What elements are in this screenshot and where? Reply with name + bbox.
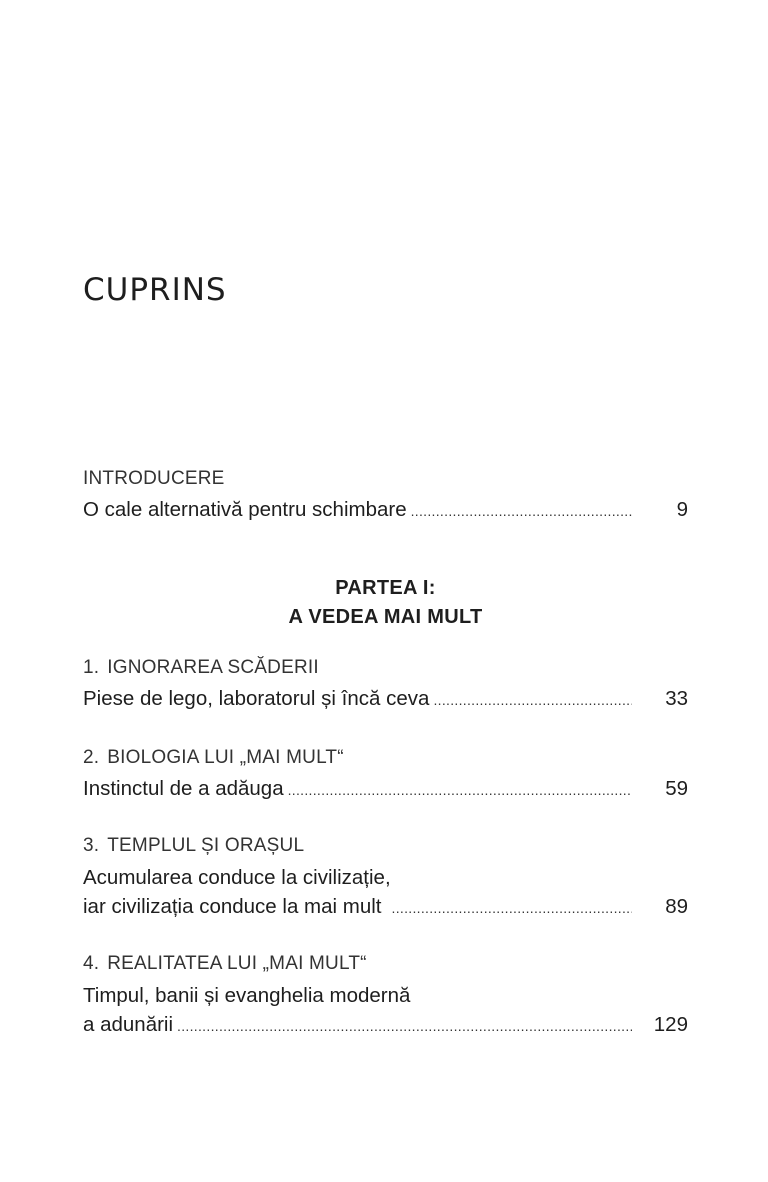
dot-leader [411, 497, 632, 526]
table-of-contents [83, 466, 688, 1041]
toc-line: Acumularea conduce la civilizație, [83, 866, 391, 889]
chapter-number: 1. [83, 657, 100, 678]
page-number: 33 [665, 687, 688, 710]
toc-line: Timpul, banii și evanghelia modernă [83, 984, 411, 1007]
page-number: 59 [665, 777, 688, 800]
chapter-title: REALITATEA LUI „MAI MULT“ [107, 953, 367, 974]
part-subtitle: A VEDEA MAI MULT [288, 606, 483, 628]
entry-title: Instinctul de a adăuga [83, 777, 284, 800]
chapter-number: 4. [83, 953, 100, 974]
toc-entry-introduction [83, 466, 688, 526]
page-number: 129 [653, 1013, 688, 1036]
chapter-title: BIOLOGIA LUI „MAI MULT“ [107, 747, 344, 768]
part-label: PARTEA I: [335, 577, 436, 599]
entry-title: Piese de lego, laboratorul și încă ceva [83, 687, 430, 710]
toc-line [83, 1010, 688, 1041]
dot-leader [433, 686, 632, 715]
dot-leader [177, 1012, 632, 1041]
entry-title: a adunării [83, 1013, 174, 1036]
chapter-heading [83, 655, 688, 681]
dot-leader [288, 776, 632, 805]
chapter-title: TEMPLUL ȘI ORAȘUL [107, 835, 305, 856]
section-heading: INTRODUCERE [83, 468, 225, 489]
entry-title: iar civilizația conduce la mai mult [83, 895, 382, 918]
toc-line [83, 892, 688, 923]
toc-line [83, 495, 688, 526]
chapter-title: IGNORAREA SCĂDERII [107, 657, 319, 678]
chapter-heading [83, 951, 688, 977]
toc-line [83, 774, 688, 805]
toc-entry-chapter-2 [83, 745, 688, 805]
chapter-number: 2. [83, 747, 100, 768]
page-number: 89 [665, 895, 688, 918]
toc-entry-chapter-1 [83, 655, 688, 715]
page-number: 9 [676, 498, 688, 521]
entry-title: O cale alternativă pentru schimbare [83, 498, 407, 521]
chapter-number: 3. [83, 835, 100, 856]
chapter-heading [83, 745, 688, 771]
chapter-heading [83, 833, 688, 859]
dot-leader [392, 894, 632, 923]
toc-entry-chapter-4 [83, 951, 688, 1041]
page-title: CUPRINS [83, 272, 227, 308]
toc-line [83, 684, 688, 715]
toc-entry-chapter-3 [83, 833, 688, 923]
part-heading [83, 574, 688, 632]
